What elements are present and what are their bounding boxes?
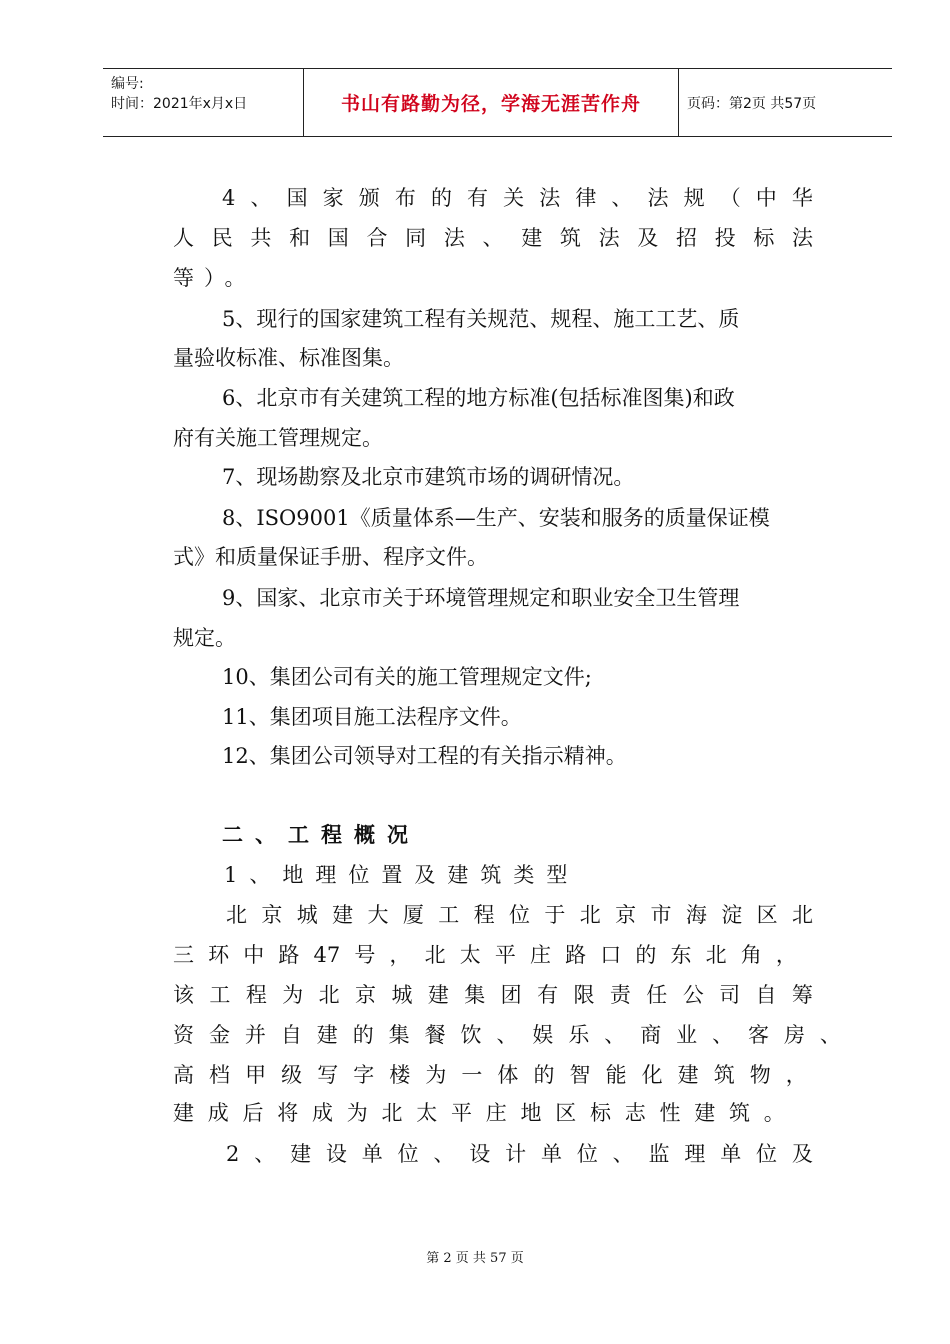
paragraph-line: 8、ISO9001《质量体系—生产、安装和服务的质量保证模 [222,506,770,530]
paragraph-line: 6、北京市有关建筑工程的地方标准(包括标准图集)和政 [222,386,735,410]
paragraph-line: 9、国家、北京市关于环境管理规定和职业安全卫生管理 [222,586,740,610]
paragraph-line: 建 成 后 将 成 为 北 太 平 庄 地 区 标 志 性 建 筑 。 [173,1101,785,1125]
paragraph-line: 10、集团公司有关的施工管理规定文件; [222,665,592,689]
paragraph-line: 高 档 甲 级 写 字 楼 为 一 体 的 智 能 化 建 筑 物 ， [173,1063,807,1087]
paragraph-line: 7、现场勘察及北京市建筑市场的调研情况。 [222,465,635,489]
paragraph-line: 三 环 中 路 47 号 ， 北 太 平 庄 路 口 的 东 北 角 ， [173,943,797,967]
paragraph-line: 12、集团公司领导对工程的有关指示精神。 [222,744,627,768]
motto-text: 书山有路勤为径，学海无涯苦作舟 [340,93,641,115]
paragraph-line: 11、集团项目施工法程序文件。 [222,705,522,729]
header-page-cell [679,69,892,136]
paragraph-line: 等）。 [173,266,256,290]
paragraph-line: 量验收标准、标准图集。 [173,346,404,370]
time-label: 时间：2021年x月x日 [111,96,248,112]
paragraph-line: 5、现行的国家建筑工程有关规范、规程、施工工艺、质 [222,307,740,331]
paragraph-line: 式》和质量保证手册、程序文件。 [173,545,488,569]
section-heading: 二、工程概况 [222,823,420,847]
paragraph-line: 府有关施工管理规定。 [173,426,383,450]
paragraph-line: 2 、 建 设 单 位 、 设 计 单 位 、 监 理 单 位 及 [226,1142,813,1166]
page-footer: 第 2 页 共 57 页 [426,1251,524,1266]
header-motto-cell [304,69,679,136]
paragraph-line: 4 、 国 家 颁 布 的 有 关 法 律 、 法 规 （ 中 华 [222,186,813,210]
number-label: 编号: [111,76,144,92]
paragraph-line: 北 京 城 建 大 厦 工 程 位 于 北 京 市 海 淀 区 北 [226,903,813,927]
paragraph-line: 人 民 共 和 国 合 同 法 、 建 筑 法 及 招 投 标 法 [173,226,813,250]
paragraph-line: 资 金 并 自 建 的 集 餐 饮 、 娱 乐 、 商 业 、 客 房 、 [173,1023,841,1047]
page-label: 页码：第2页 共57页 [687,95,817,112]
document-header [103,68,892,137]
paragraph-line: 该 工 程 为 北 京 城 建 集 团 有 限 责 任 公 司 自 筹 [173,983,813,1007]
paragraph-line: 规定。 [173,626,236,650]
header-left-cell [103,69,304,136]
subsection-heading: 1、地理位置及建筑类型 [224,863,580,887]
